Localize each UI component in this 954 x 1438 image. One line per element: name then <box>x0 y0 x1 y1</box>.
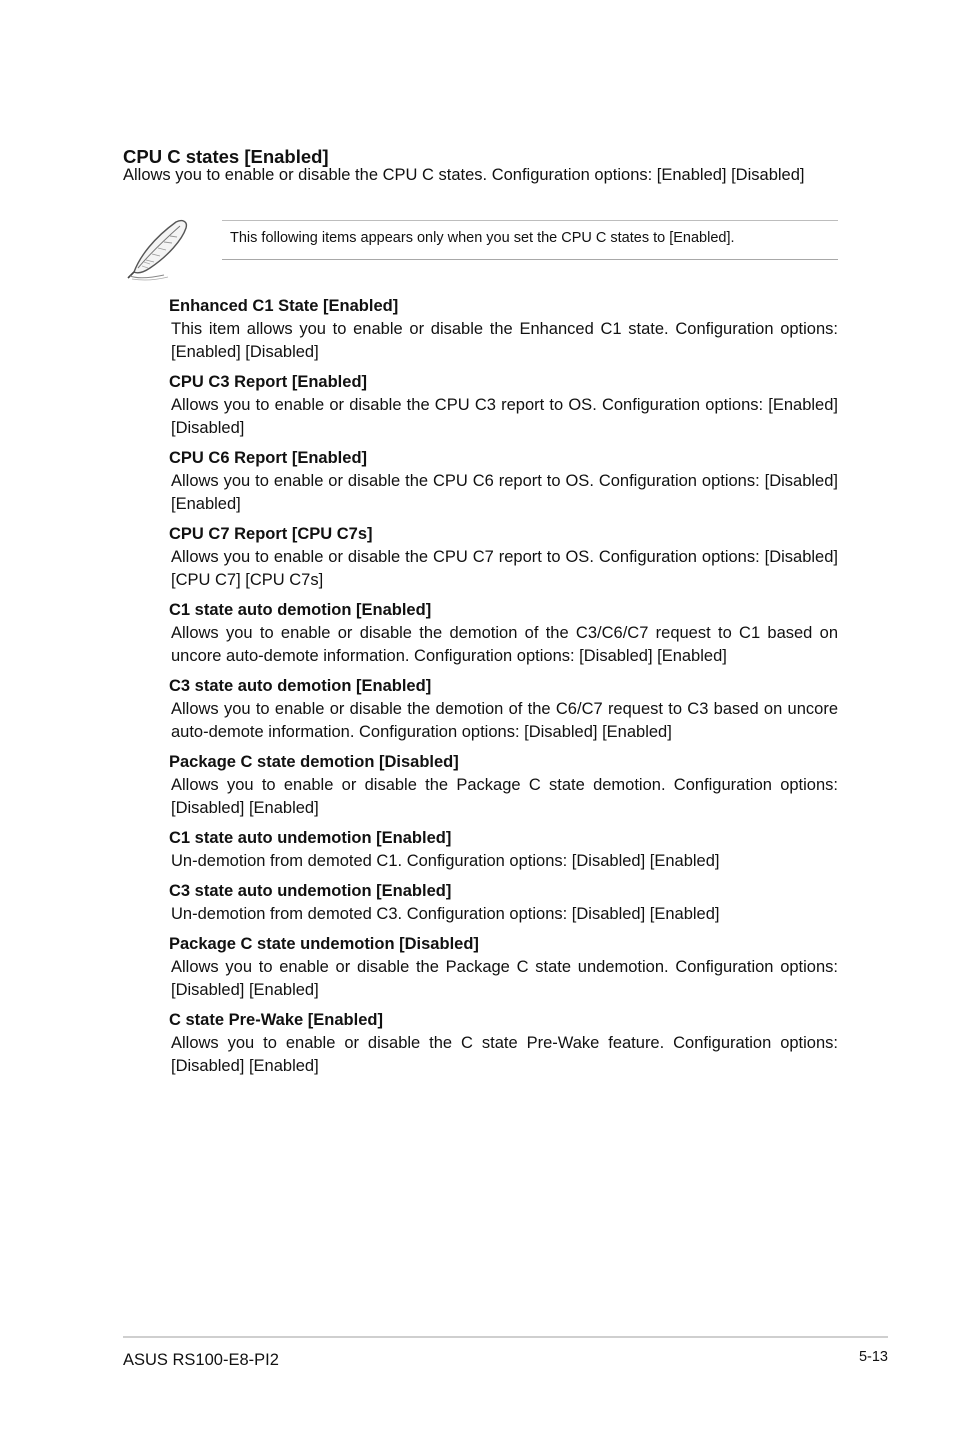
item-title: CPU C7 Report [CPU C7s] <box>169 525 373 543</box>
item-cpu-c7-report <box>168 523 838 592</box>
item-description: Allows you to enable or disable the demotion of the C3/C6/C7 request to C1 based on uncore auto-demote information. Configuration options: [Disabled] [Enabled] <box>171 624 838 665</box>
item-description: Allows you to enable or disable the Package C state demotion. Configuration options: [Disabled] [Enabled] <box>171 776 838 817</box>
item-c1-state-auto-demotion <box>168 599 838 668</box>
item-description: This item allows you to enable or disable the Enhanced C1 state. Configuration options: [Enabled] [Disabled] <box>171 320 838 361</box>
item-description: Un-demotion from demoted C3. Configuration options: [Disabled] [Enabled] <box>171 905 720 923</box>
item-title: Package C state undemotion [Disabled] <box>169 935 479 953</box>
item-description: Allows you to enable or disable the Package C state undemotion. Configuration options: [Disabled] [Enabled] <box>171 958 838 999</box>
section-description: Allows you to enable or disable the CPU C states. Configuration options: [Enabled] [Disabled] <box>123 166 805 184</box>
note-bottom-divider <box>222 259 838 260</box>
item-title: C3 state auto demotion [Enabled] <box>169 677 432 695</box>
item-description: Allows you to enable or disable the demotion of the C6/C7 request to C3 based on uncore auto-demote information. Configuration options: [Disabled] [Enabled] <box>171 700 838 741</box>
item-enhanced-c1-state <box>168 295 838 364</box>
item-title: C1 state auto undemotion [Enabled] <box>169 829 452 847</box>
item-title: C state Pre-Wake [Enabled] <box>169 1011 383 1029</box>
item-title: CPU C3 Report [Enabled] <box>169 373 368 391</box>
item-c1-state-auto-undemotion <box>168 827 838 873</box>
item-description: Allows you to enable or disable the CPU C6 report to OS. Configuration options: [Disabled] [Enabled] <box>171 472 838 513</box>
item-title: CPU C6 Report [Enabled] <box>169 449 368 467</box>
item-package-c-state-undemotion <box>168 933 838 1002</box>
item-title: Package C state demotion [Disabled] <box>169 753 459 771</box>
note-top-divider <box>222 220 838 221</box>
item-cpu-c3-report <box>168 371 838 440</box>
item-description: Allows you to enable or disable the CPU C7 report to OS. Configuration options: [Disabled] [CPU C7] [CPU C7s] <box>171 548 838 589</box>
item-description: Allows you to enable or disable the C state Pre-Wake feature. Configuration options: [Disabled] [Enabled] <box>171 1034 838 1075</box>
footer-page-number: 5-13 <box>858 1349 888 1365</box>
footer-product-name: ASUS RS100-E8-PI2 <box>123 1351 279 1369</box>
pen-note-icon <box>124 216 192 282</box>
item-title: C3 state auto undemotion [Enabled] <box>169 882 452 900</box>
item-title: Enhanced C1 State [Enabled] <box>169 297 399 315</box>
item-cpu-c6-report <box>168 447 838 516</box>
bios-items-list <box>168 295 838 1085</box>
item-c-state-pre-wake <box>168 1009 838 1078</box>
item-package-c-state-demotion <box>168 751 838 820</box>
footer-divider <box>123 1336 888 1338</box>
item-description: Allows you to enable or disable the CPU C3 report to OS. Configuration options: [Enabled] [Disabled] <box>171 396 838 437</box>
item-title: C1 state auto demotion [Enabled] <box>169 601 432 619</box>
section-title: CPU C states [Enabled] <box>123 146 329 167</box>
item-description: Un-demotion from demoted C1. Configuration options: [Disabled] [Enabled] <box>171 852 720 870</box>
note-text: This following items appears only when you set the CPU C states to [Enabled]. <box>230 230 735 246</box>
item-c3-state-auto-demotion <box>168 675 838 744</box>
item-c3-state-auto-undemotion <box>168 880 838 926</box>
